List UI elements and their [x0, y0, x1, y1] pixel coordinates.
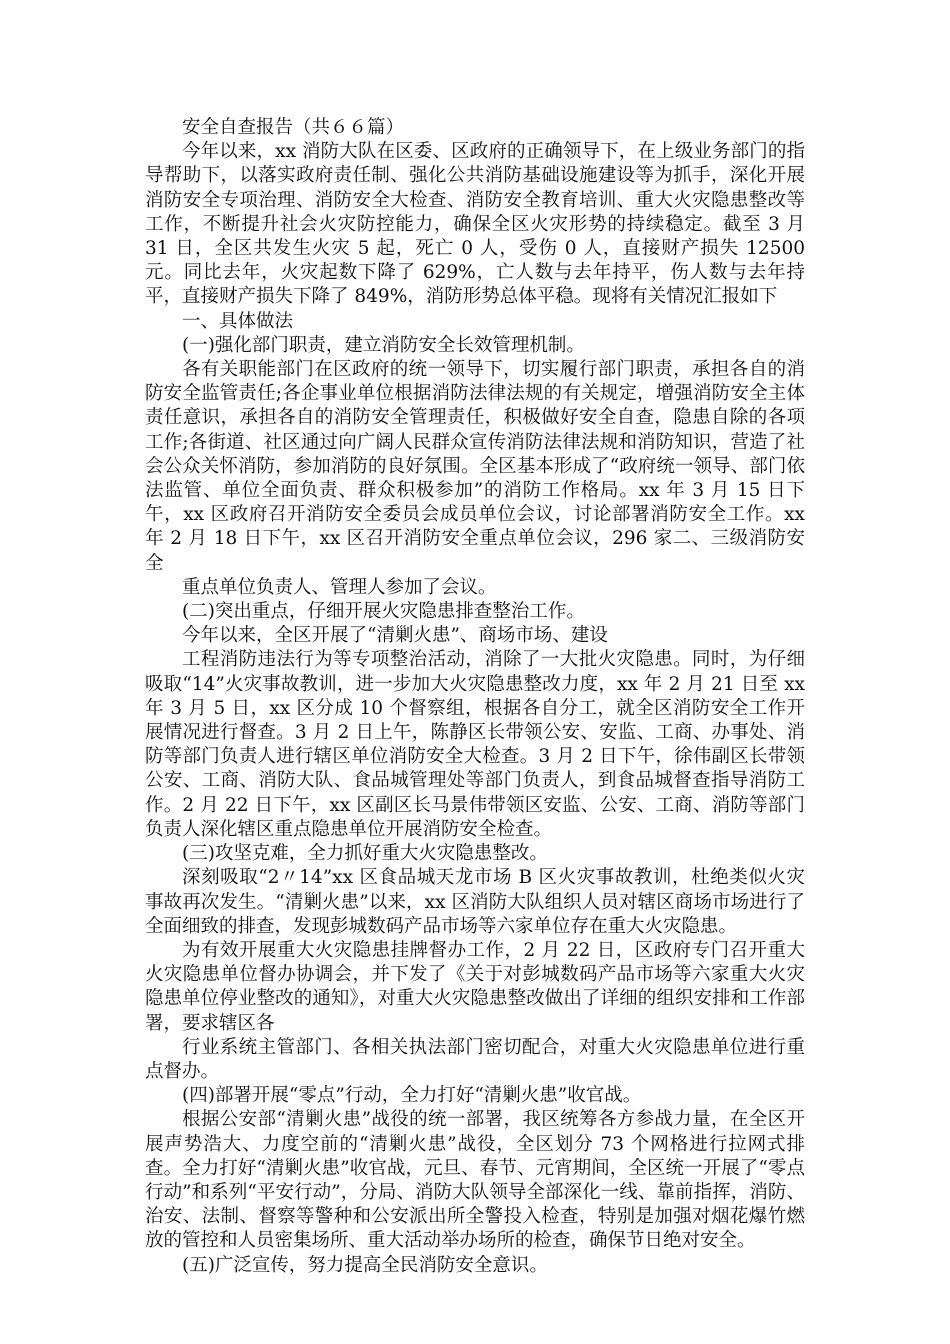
paragraph-3a: 深刻吸取“2〃14”xx 区食品城天龙市场 B 区火灾事故教训，杜绝类似火灾事故再次发生。“清剿火患”以来，xx 区消防大队组织人员对辖区商场市场进行了全面细致的排查，发现彭城数码产品市场等六家单位存在重大火灾隐患。: [145, 867, 805, 937]
paragraph-1-cont: 重点单位负责人、管理人参加了会议。: [182, 576, 497, 598]
paragraph-4: 根据公安部“清剿火患”战役的统一部署，我区统筹各方参战力量，在全区开展声势浩大、力度空前的“清剿火患”战役，全区划分 73 个网格进行拉网式排查。全力打好“清剿火患”收官战，元旦、春节、元宵期间，全区统一开展了“零点行动”和系列“平安行动”，分局、消防大队领导全部深化一线、靠前指挥，消防、治安、法制、督察等警种和公安派出所全警投入检查，特别是加强对烟花爆竹燃放的管控和人员密集场所、重大活动举办场所的检查，确保节日绝对安全。: [145, 1109, 805, 1252]
subheading-1: (一)强化部门职责，建立消防安全长效管理机制。: [182, 334, 585, 356]
paragraph-1: 各有关职能部门在区政府的统一领导下，切实履行部门职责，承担各自的消防安全监管责任;各企事业单位根据消防法律法规的有关规定，增强消防安全主体责任意识，承担各自的消防安全管理责任，积极做好安全自查，隐患自除的各项工作;各街道、社区通过向广阔人民群众宣传消防法律法规和消防知识，营造了社会公众关怀消防，参加消防的良好氛围。全区基本形成了“政府统一领导、部门依法监管、单位全面负责、群众积极参加”的消防工作格局。xx 年 3 月 15 日下午，xx 区政府召开消防安全委员会成员单位会议，讨论部署消防安全工作。xx 年 2 月 18 日下午，xx 区召开消防安全重点单位会议，296 家二、三级消防安全: [145, 359, 805, 574]
paragraph-2b: 工程消防违法行为等专项整治活动，消除了一大批火灾隐患。同时，为仔细吸取“14”火灾事故教训，进一步加大火灾隐患整改力度，xx 年 2 月 21 日至 xx 年 3 月 5 日，xx 区分成 10 个督察组，根据各自分工，就全区消防安全工作开展情况进行督查。3 月 2 日上午，陈静区长带领公安、安监、工商、办事处、消防等部门负责人进行辖区单位消防安全大检查。3 月 2 日下午，徐伟副区长带领公安、工商、消防大队、食品城管理处等部门负责人，到食品城督查指导消防工作。2 月 22 日下午，xx 区副区长马景伟带领区安监、公安、工商、消防等部门负责人深化辖区重点隐患单位开展消防安全检查。: [145, 649, 805, 840]
document-title: 安全自查报告（共６６篇）: [182, 117, 405, 138]
subheading-3: (三)攻坚克难，全力抓好重大火灾隐患整改。: [182, 843, 548, 865]
paragraph-3b: 为有效开展重大火灾隐患挂牌督办工作，2 月 22 日，区政府专门召开重大火灾隐患单位督办协调会，并下发了《关于对彭城数码产品市场等六家重大火灾隐患单位停业整改的通知》，对重大火灾隐患整改做出了详细的组织安排和工作部署，要求辖区各: [145, 939, 805, 1034]
section-heading-measures: 一、具体做法: [182, 310, 294, 332]
subheading-4: (四)部署开展“零点”行动，全力打好“清剿火患”收官战。: [182, 1085, 642, 1107]
paragraph-3c: 行业系统主管部门、各相关执法部门密切配合，对重大火灾隐患单位进行重点督办。: [145, 1036, 805, 1082]
paragraph-intro: 今年以来，xx 消防大队在区委、区政府的正确领导下，在上级业务部门的指导帮助下，以落实政府责任制、强化公共消防基础设施建设等为抓手，深化开展消防安全专项治理、消防安全大检查、消防安全教育培训、重大火灾隐患整改等工作，不断提升社会火灾防控能力，确保全区火灾形势的持续稳定。截至 3 月 31 日，全区共发生火灾 5 起，死亡 0 人，受伤 0 人，直接财产损失 12500 元。同比去年，火灾起数下降了 629%，亡人数与去年持平，伤人数与去年持平，直接财产损失下降了 849%，消防形势总体平稳。现将有关情况汇报如下: [145, 141, 805, 308]
subheading-2: (二)突出重点，仔细开展火灾隐患排查整治工作。: [182, 601, 585, 623]
paragraph-2a: 今年以来，全区开展了“清剿火患”、商场市场、建设: [182, 625, 608, 647]
document-body: [145, 116, 805, 1278]
subheading-5: (五)广泛宣传，努力提高全民消防安全意识。: [182, 1254, 548, 1276]
